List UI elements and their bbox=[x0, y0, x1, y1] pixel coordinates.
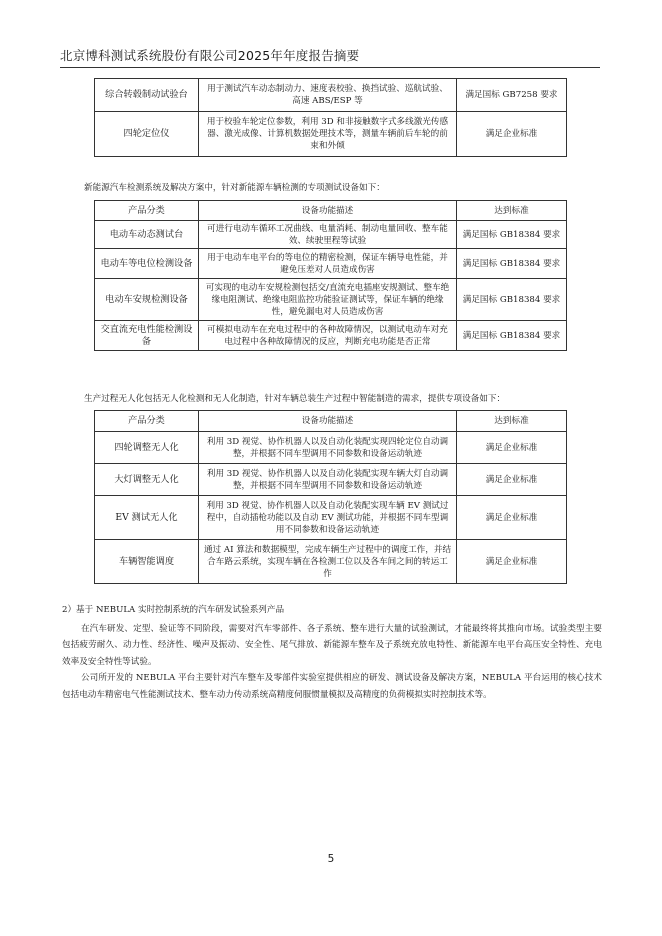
function-description: 可模拟电动车在充电过程中的各种故障情况，以测试电动车对充电过程中各种故障情况的反应，判断充电功能是否正常 bbox=[199, 321, 457, 351]
function-description: 利用 3D 视觉、协作机器人以及自动化装配实现车辆 EV 测试过程中，自动插枪功能以及自动 EV 测试功能，并根据不同车型调用不同参数和设备运动轨迹 bbox=[199, 496, 457, 540]
column-header-standard: 达到标准 bbox=[457, 411, 567, 432]
product-name: 四轮定位仪 bbox=[95, 112, 199, 157]
table-header-row bbox=[95, 201, 567, 221]
table-row bbox=[95, 279, 567, 321]
table-header-row bbox=[95, 411, 567, 432]
table-row bbox=[95, 464, 567, 496]
product-name: 交直流充电性能检测设备 bbox=[95, 321, 199, 351]
product-name: 电动车动态测试台 bbox=[95, 221, 199, 249]
nebula-section bbox=[62, 602, 602, 704]
standard: 满足企业标准 bbox=[457, 432, 567, 464]
function-description: 可实现的电动车安规检测包括交/直流充电插座安规测试、整车绝缘电阻测试、绝缘电阻监控功能验证测试等，保证车辆的绝缘性，避免漏电对人员造成伤害 bbox=[199, 279, 457, 321]
standard: 满足企业标准 bbox=[457, 496, 567, 540]
column-header-description: 设备功能描述 bbox=[199, 411, 457, 432]
function-description: 可进行电动车循环工况曲线、电量消耗、制动电量回收、整车能效、续驶里程等试验 bbox=[199, 221, 457, 249]
function-description: 利用 3D 视觉、协作机器人以及自动化装配实现四轮定位自动调整，并根据不同车型调用不同参数和设备运动轨迹 bbox=[199, 432, 457, 464]
table-row bbox=[95, 221, 567, 249]
standard: 满足国标 GB18384 要求 bbox=[457, 221, 567, 249]
function-description: 通过 AI 算法和数据模型，完成车辆生产过程中的调度工作，并结合车路云系统，实现车辆在各检测工位以及各车间之间的转运工作 bbox=[199, 540, 457, 584]
test-equipment-table bbox=[94, 78, 567, 157]
table-row bbox=[95, 540, 567, 584]
standard: 满足国标 GB7258 要求 bbox=[457, 79, 567, 112]
standard: 满足企业标准 bbox=[457, 540, 567, 584]
product-name: 电动车等电位检测设备 bbox=[95, 249, 199, 279]
standard: 满足企业标准 bbox=[457, 464, 567, 496]
standard: 满足国标 GB18384 要求 bbox=[457, 249, 567, 279]
function-description: 用于测试汽车动态制动力、速度表校验、换挡试验、巡航试验、高速 ABS/ESP 等 bbox=[199, 79, 457, 112]
nev-intro: 新能源汽车检测系统及解决方案中，针对新能源车辆检测的专项测试设备如下： bbox=[84, 183, 385, 193]
table-row bbox=[95, 321, 567, 351]
standard: 满足企业标准 bbox=[457, 112, 567, 157]
table-row bbox=[95, 432, 567, 464]
product-name: EV 测试无人化 bbox=[95, 496, 199, 540]
table-row bbox=[95, 79, 567, 112]
function-description: 利用 3D 视觉、协作机器人以及自动化装配实现车辆大灯自动调整，并根据不同车型调用不同参数和设备运动轨迹 bbox=[199, 464, 457, 496]
column-header-description: 设备功能描述 bbox=[199, 201, 457, 221]
page-header: 北京博科测试系统股份有限公司2025年年度报告摘要 bbox=[60, 46, 600, 68]
product-name: 四轮调整无人化 bbox=[95, 432, 199, 464]
product-name: 车辆智能调度 bbox=[95, 540, 199, 584]
table-row bbox=[95, 112, 567, 157]
column-header-category: 产品分类 bbox=[95, 201, 199, 221]
table-row bbox=[95, 249, 567, 279]
unmanned-intro: 生产过程无人化包括无人化检测和无人化制造，针对车辆总装生产过程中智能制造的需求，提供专项设备如下： bbox=[84, 394, 506, 404]
product-name: 大灯调整无人化 bbox=[95, 464, 199, 496]
product-name: 综合转毂制动试验台 bbox=[95, 79, 199, 112]
page-number: 5 bbox=[327, 853, 335, 865]
paragraph: 公司所开发的 NEBULA 平台主要针对汽车整车及零部件实验室提供相应的研发、测试设备及解决方案，NEBULA 平台运用的核心技术包括电动车精密电气性能测试技术、整车动力传动系统高精度伺服惯量模拟及高精度的负荷模拟实时控制技术等。 bbox=[62, 673, 602, 700]
unmanned-equipment-table bbox=[94, 410, 567, 584]
nev-equipment-table bbox=[94, 200, 567, 351]
column-header-category: 产品分类 bbox=[95, 411, 199, 432]
standard: 满足国标 GB18384 要求 bbox=[457, 279, 567, 321]
standard: 满足国标 GB18384 要求 bbox=[457, 321, 567, 351]
product-name: 电动车安规检测设备 bbox=[95, 279, 199, 321]
column-header-standard: 达到标准 bbox=[457, 201, 567, 221]
function-description: 用于校验车轮定位参数，利用 3D 和非接触数字式多线激光传感器、激光成像、计算机数据处理技术等，测量车辆前后车轮的前束和外倾 bbox=[199, 112, 457, 157]
section-heading: 2）基于 NEBULA 实时控制系统的汽车研发试验系列产品 bbox=[62, 605, 285, 615]
function-description: 用于电动车电平台的等电位的精密检测，保证车辆导电性能，并避免压差对人员造成伤害 bbox=[199, 249, 457, 279]
table-row bbox=[95, 496, 567, 540]
paragraph: 在汽车研发、定型、验证等不同阶段，需要对汽车零部件、各子系统、整车进行大量的试验测试，才能最终将其推向市场。试验类型主要包括疲劳耐久、动力性、经济性、噪声及振动、安全性、尾气排放、新能源车整车及子系统充放电特性、新能源车电平台高压安全特性、充电效率及安全特性等试验。 bbox=[62, 623, 602, 667]
